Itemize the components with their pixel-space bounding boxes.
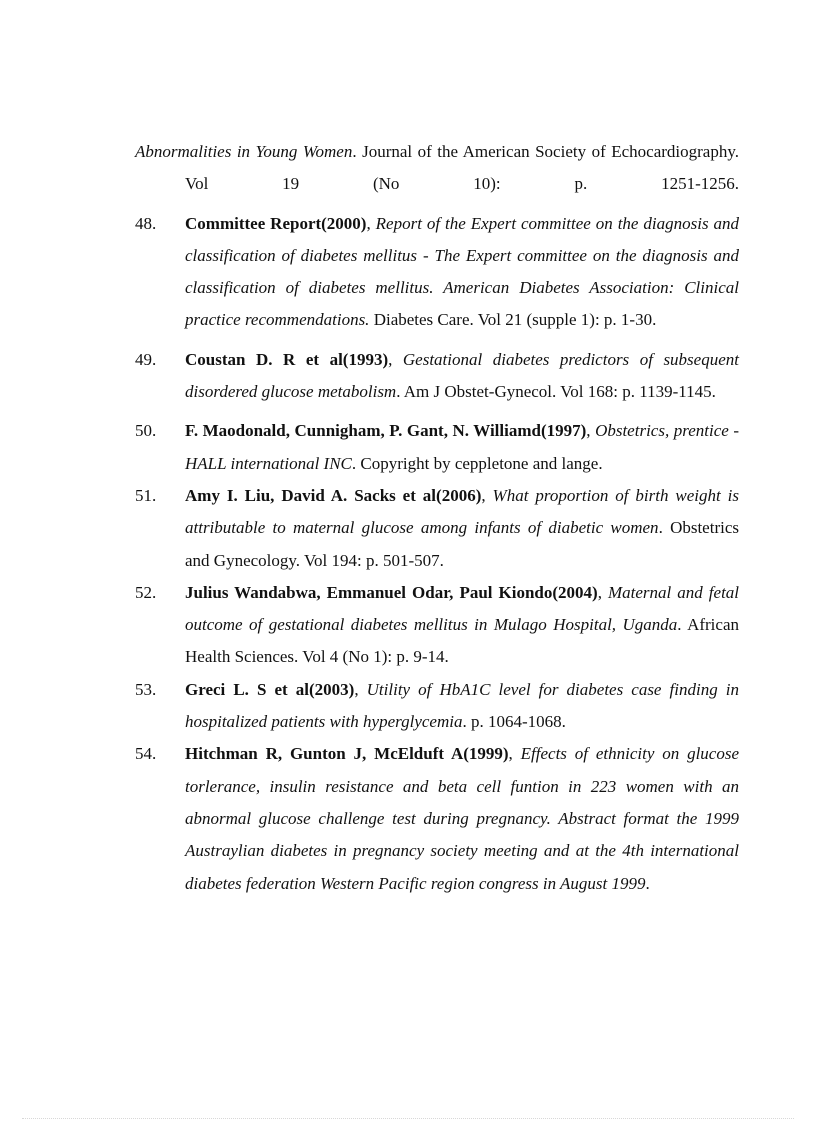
reference-item [135,480,739,577]
reference-authors: Julius Wandabwa, Emmanuel Odar, Paul Kiondo(2004) [185,582,598,602]
reference-source: . Am J Obstet-Gynecol. Vol 168: p. 1139-1145. [396,382,716,402]
continuation-source: . Journal of the American Society of Echocardiography. Vol 19 (No 10): p. 1251-1256. [185,142,739,194]
reference-title: Obstetrics, prentice - HALL international INC [185,421,739,473]
reference-title: Gestational diabetes predictors of subsequent disordered glucose metabolism [185,349,739,402]
reference-source: . [645,873,650,893]
reference-source: Diabetes Care. Vol 21 (supple 1): p. 1-30. [369,310,657,330]
reference-source: . African Health Sciences. Vol 4 (No 1): p. 9-14. [185,615,739,667]
reference-authors: Hitchman R, Gunton J, McElduft A(1999) [185,744,509,764]
reference-authors: F. Maodonald, Cunnigham, P. Gant, N. Williamd(1997) [185,421,587,441]
reference-item [135,738,739,899]
reference-text: Hitchman R, Gunton J, McElduft A(1999), Effects of ethnicity on glucose torlerance, insulin resistance and beta cell funtion in 223 women with an abnormal glucose challenge test during pregnancy. Abstract format the 1999 Austraylian diabetes in pregnancy society meeting and at the 4th international diabetes federation Western Pacific region congress in August 1999. [185,744,739,893]
reference-title: Maternal and fetal outcome of gestational diabetes mellitus in Mulago Hospital, Uganda [185,582,740,635]
reference-title: Utility of HbA1C level for diabetes case finding in hospitalized patients with hyperglycemia [185,679,740,732]
reference-authors: Amy I. Liu, David A. Sacks et al(2006) [185,485,482,505]
reference-item [135,674,739,739]
reference-number: 49. [135,349,157,369]
reference-source: . p. 1064-1068. [462,712,566,732]
reference-item [135,415,739,480]
reference-authors: Coustan D. R et al(1993) [185,349,389,369]
reference-continuation [135,136,739,201]
reference-number: 50. [135,421,157,441]
reference-text: Committee Report(2000), Report of the Expert committee on the diagnosis and classification of diabetes mellitus - The Expert committee on the diagnosis and classification of diabetes mellitus. American Diabetes Association: Clinical practice recommendations. Diabetes Care. Vol 21 (supple 1): p. 1-30. [185,213,740,330]
reference-text: Greci L. S et al(2003), Utility of HbA1C level for diabetes case finding in hospitalized patients with hyperglycemia. p. 1064-1068. [185,679,740,732]
reference-text: Julius Wandabwa, Emmanuel Odar, Paul Kiondo(2004), Maternal and fetal outcome of gestational diabetes mellitus in Mulago Hospital, Uganda. African Health Sciences. Vol 4 (No 1): p. 9-14. [185,582,740,667]
reference-title: Report of the Expert committee on the diagnosis and classification of diabetes mellitus - The Expert committee on the diagnosis and classification of diabetes mellitus. American Diabetes Association: Clinical practice recommendations. [185,213,740,330]
reference-number: 54. [135,744,157,764]
reference-source: . Copyright by ceppletone and lange. [351,453,603,473]
reference-number: 48. [135,213,157,233]
reference-text: Amy I. Liu, David A. Sacks et al(2006), What proportion of birth weight is attributable to maternal glucose among infants of diabetic women. Obstetrics and Gynecology. Vol 194: p. 501-507. [185,485,740,570]
reference-text: Coustan D. R et al(1993), Gestational diabetes predictors of subsequent disordered glucose metabolism. Am J Obstet-Gynecol. Vol 168: p. 1139-1145. [185,349,739,402]
reference-item [135,577,739,674]
page-bottom-divider [22,1118,794,1119]
reference-item [135,208,739,337]
continuation-title: Abnormalities in Young Women [135,142,353,161]
reference-number: 53. [135,679,157,699]
reference-authors: Committee Report(2000) [185,213,367,233]
reference-title: What proportion of birth weight is attributable to maternal glucose among infants of diabetic women [185,485,740,538]
reference-title: Effects of ethnicity on glucose torlerance, insulin resistance and beta cell funtion in 223 women with an abnormal glucose challenge test during pregnancy. Abstract format the 1999 Austraylian diabetes in pregnancy society meeting and at the 4th international diabetes federation Western Pacific region congress in August 1999 [185,744,739,893]
reference-number: 52. [135,582,157,602]
reference-authors: Greci L. S et al(2003) [185,679,355,699]
reference-number: 51. [135,485,157,505]
reference-source: . Obstetrics and Gynecology. Vol 194: p. 501-507. [185,518,739,570]
reference-item [135,344,739,409]
reference-text: F. Maodonald, Cunnigham, P. Gant, N. Williamd(1997), Obstetrics, prentice - HALL international INC. Copyright by ceppletone and lange. [185,421,739,473]
reference-list [135,136,739,900]
